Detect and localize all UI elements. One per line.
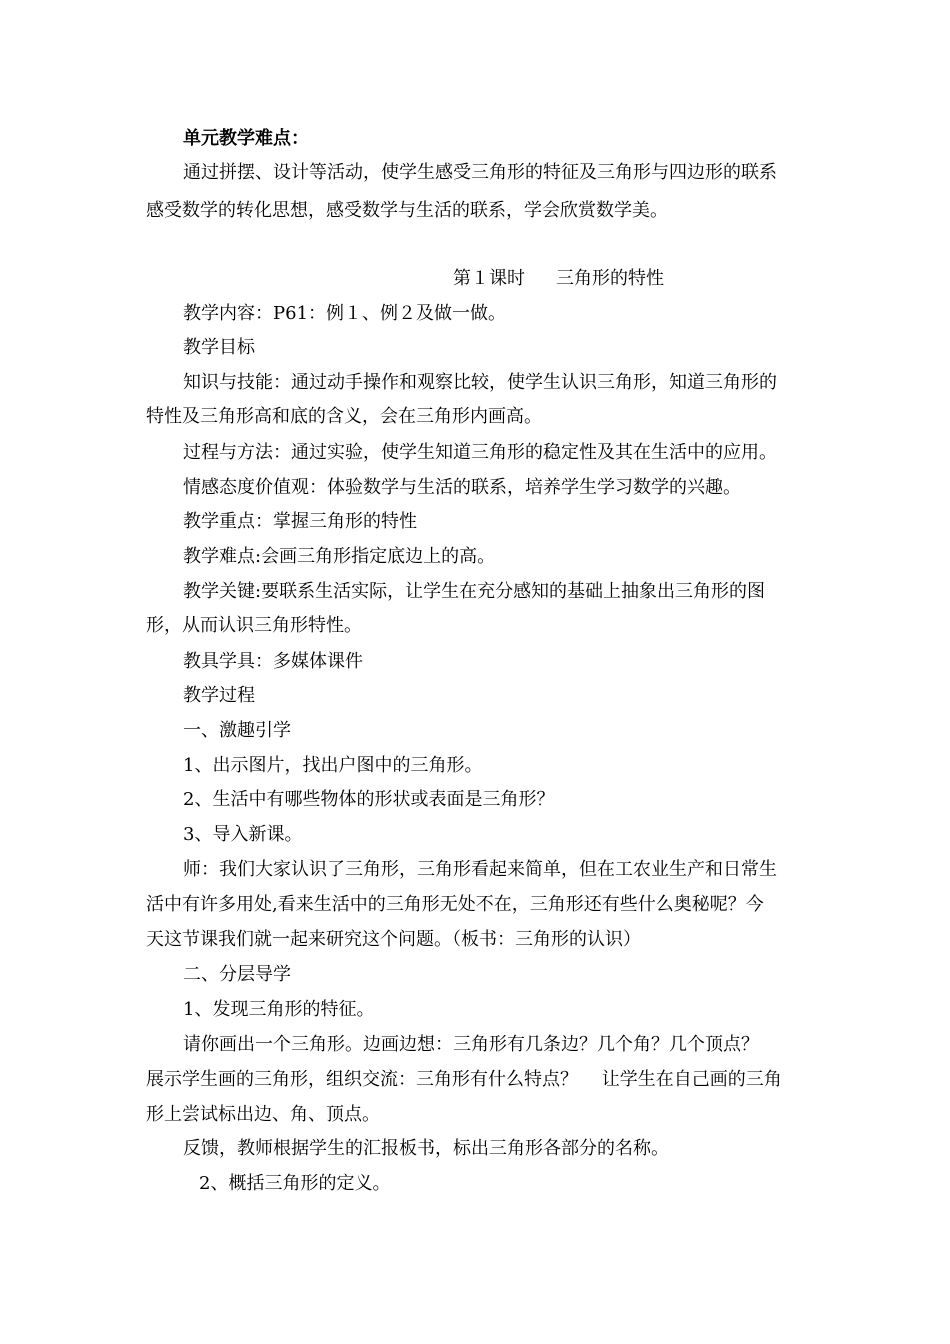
key-line1: 教学关键:要联系生活实际，让学生在充分感知的基础上抽象出三角形的图 xyxy=(183,581,766,602)
draw-line3: 形上尝试标出边、角、顶点。 xyxy=(146,1104,380,1125)
teacher-line1: 师：我们大家认识了三角形，三角形看起来简单，但在工农业生产和日常生 xyxy=(183,859,777,880)
difficulty-body-line1: 通过拼摆、设计等活动，使学生感受三角形的特征及三角形与四边形的联系 xyxy=(183,162,777,183)
lesson-number: 第１课时 xyxy=(453,268,525,289)
section1-item1: 1、出示图片，找出户图中的三角形。 xyxy=(183,755,483,776)
section2-item2: 2、概括三角形的定义。 xyxy=(199,1173,391,1194)
section1-item2: 2、生活中有哪些物体的形状或表面是三角形？ xyxy=(183,789,555,810)
lesson-title: 三角形的特性 xyxy=(556,268,664,289)
key-point: 教学重点：掌握三角形的特性 xyxy=(183,511,417,532)
key-line2: 形，从而认识三角形特性。 xyxy=(146,615,362,636)
objectives-heading: 教学目标 xyxy=(183,337,255,358)
section1-heading: 一、激趣引学 xyxy=(183,720,291,741)
process-heading: 教学过程 xyxy=(183,685,255,706)
difficult-point: 教学难点:会画三角形指定底边上的高。 xyxy=(183,546,496,567)
section2-heading: 二、分层导学 xyxy=(183,964,291,985)
knowledge-line2: 特性及三角形高和底的含义，会在三角形内画高。 xyxy=(146,406,542,427)
process-method: 过程与方法：通过实验，使学生知道三角形的稳定性及其在生活中的应用。 xyxy=(183,442,777,463)
teacher-line3: 天这节课我们就一起来研究这个问题。（板书：三角形的认识） xyxy=(146,929,641,950)
draw-line2: 展示学生画的三角形，组织交流：三角形有什么特点？ 让学生在自己画的三角 xyxy=(146,1069,782,1090)
teaching-content: 教学内容：P61：例１、例２及做一做。 xyxy=(183,303,507,324)
teaching-aids: 教具学具：多媒体课件 xyxy=(183,651,363,672)
emotion-values: 情感态度价值观：体验数学与生活的联系，培养学生学习数学的兴趣。 xyxy=(183,477,741,498)
feedback: 反馈，教师根据学生的汇报板书，标出三角形各部分的名称。 xyxy=(183,1138,669,1159)
section2-item1: 1、发现三角形的特征。 xyxy=(183,999,375,1020)
section1-item3: 3、导入新课。 xyxy=(183,824,303,845)
teacher-line2: 活中有许多用处,看来生活中的三角形无处不在，三角形还有些什么奥秘呢？今 xyxy=(146,894,764,915)
knowledge-line1: 知识与技能：通过动手操作和观察比较，使学生认识三角形，知道三角形的 xyxy=(183,372,777,393)
draw-line1: 请你画出一个三角形。边画边想：三角形有几条边？几个角？几个顶点？ xyxy=(183,1034,759,1055)
difficulty-heading: 单元教学难点： xyxy=(183,128,309,149)
difficulty-body-line2: 感受数学的转化思想，感受数学与生活的联系，学会欣赏数学美。 xyxy=(146,200,668,221)
